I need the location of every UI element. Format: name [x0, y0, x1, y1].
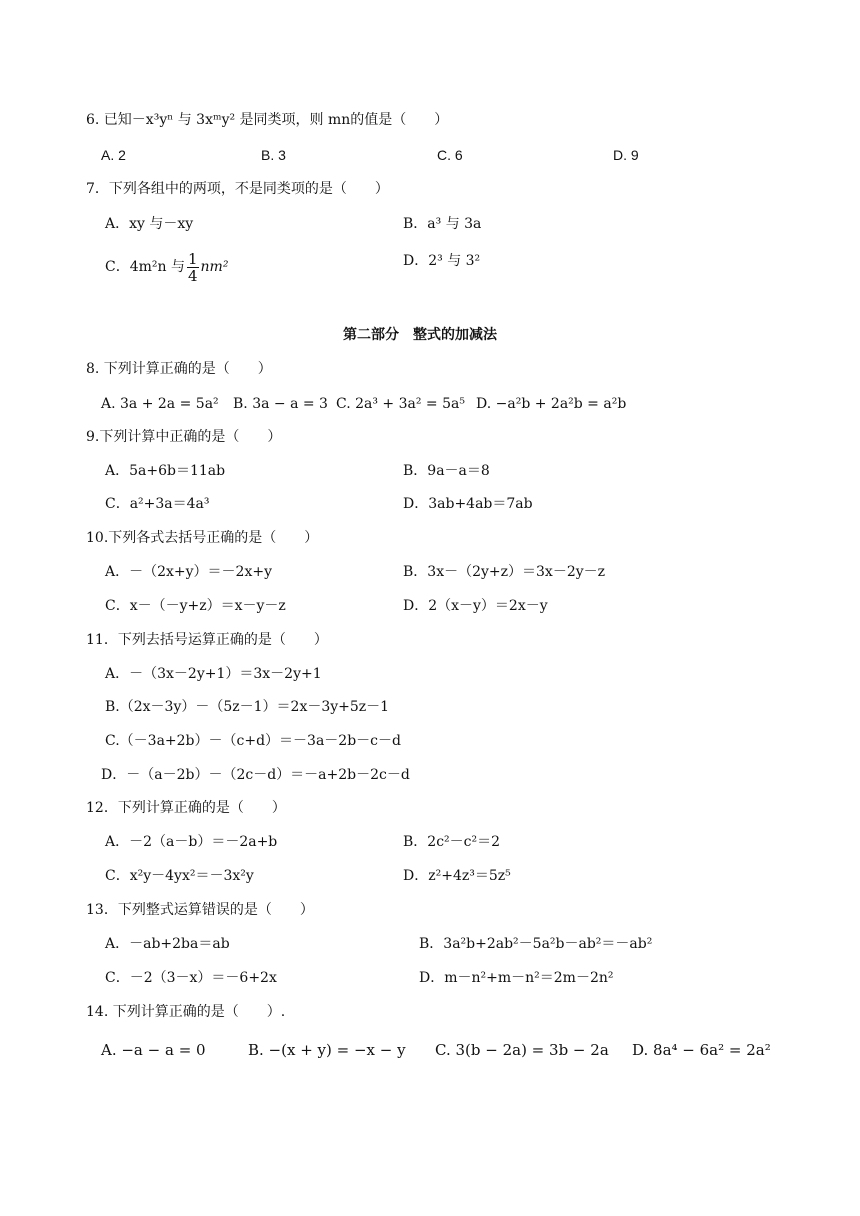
- question-13-stem: 13．下列整式运算错误的是（ ）: [86, 902, 314, 918]
- question-10-option-a: A．－（2x+y）＝－2x+y: [105, 564, 272, 580]
- fraction-denominator: 4: [187, 266, 198, 285]
- question-8-option-d: D. −a²b + 2a²b = a²b: [476, 396, 627, 412]
- question-9-option-d: D．3ab+4ab＝7ab: [403, 496, 533, 512]
- fraction-one-quarter: [187, 251, 199, 284]
- question-11-option-b: B.（2x－3y）－（5z－1）＝2x－3y+5z－1: [105, 699, 390, 715]
- fraction-numerator: 1: [187, 249, 198, 268]
- question-14-option-d: D. 8a⁴ − 6a² = 2a²: [632, 1041, 771, 1059]
- question-11-option-a: A．－（3x－2y+1）＝3x－2y+1: [105, 666, 322, 682]
- question-13-option-b: B．3a²b+2ab²－5a²b－ab²＝－ab²: [419, 936, 653, 952]
- section-title: 第二部分 整式的加减法: [343, 327, 497, 343]
- question-9-option-c: C．a²+3a＝4a³: [105, 496, 210, 512]
- question-10-option-d: D．2（x－y）＝2x－y: [403, 598, 548, 614]
- question-9-option-b: B．9a－a＝8: [403, 463, 490, 479]
- question-14-option-a: A. −a − a = 0: [101, 1041, 206, 1059]
- question-12-option-c: C．x²y－4yx²＝－3x²y: [105, 868, 254, 884]
- question-11-option-c: C.（－3a+2b）－（c+d）＝－3a－2b－c－d: [105, 733, 401, 749]
- question-7-option-d: D．2³ 与 3²: [403, 253, 481, 269]
- question-10-option-b: B．3x－（2y+z）＝3x－2y－z: [403, 564, 606, 580]
- question-13-option-c: C．－2（3－x）＝－6+2x: [105, 970, 277, 986]
- question-12-option-a: A．－2（a－b）＝－2a+b: [105, 834, 278, 850]
- question-7-option-c-text: C．4m²n 与: [105, 259, 185, 275]
- question-8-option-c: C. 2a³ + 3a² = 5a⁵: [336, 396, 465, 412]
- question-11-option-d: D．－（a－2b）－（2c－d）＝－a+2b－2c－d: [101, 767, 410, 783]
- question-8-option-a: A. 3a + 2a = 5a²: [101, 396, 219, 412]
- question-6-option-c: C. 6: [437, 147, 463, 163]
- question-14-option-b: B. −(x + y) = −x − y: [248, 1041, 406, 1059]
- question-12-option-b: B．2c²－c²＝2: [403, 834, 501, 850]
- question-6-option-b: B. 3: [261, 147, 286, 163]
- question-10-stem: 10.下列各式去括号正确的是（ ）: [86, 530, 319, 546]
- question-7-stem: 7．下列各组中的两项，不是同类项的是（ ）: [86, 181, 389, 197]
- question-12-option-d: D．z²+4z³＝5z⁵: [403, 868, 511, 884]
- question-9-option-a: A．5a+6b＝11ab: [105, 463, 226, 479]
- question-6-option-a: A. 2: [101, 147, 126, 163]
- question-12-stem: 12．下列计算正确的是（ ）: [86, 800, 286, 816]
- question-7-option-c-tail: nm²: [200, 259, 229, 275]
- question-14-stem: 14. 下列计算正确的是（ ）.: [86, 1004, 286, 1020]
- question-7-option-b: B．a³ 与 3a: [403, 216, 482, 232]
- question-9-stem: 9.下列计算中正确的是（ ）: [86, 429, 282, 445]
- question-6-option-d: D. 9: [613, 147, 639, 163]
- question-7-option-a: A．xy 与－xy: [105, 216, 194, 232]
- question-7-option-c: [105, 250, 228, 284]
- question-10-option-c: C．x－（－y+z）＝x－y－z: [105, 598, 286, 614]
- question-6-stem: 6. 已知－x³yⁿ 与 3xᵐy² 是同类项，则 mn的值是（ ）: [86, 112, 449, 128]
- question-13-option-d: D．m－n²+m－n²＝2m－2n²: [419, 970, 614, 986]
- question-8-stem: 8. 下列计算正确的是（ ）: [86, 361, 272, 377]
- question-13-option-a: A．－ab+2ba＝ab: [105, 936, 230, 952]
- question-8-option-b: B. 3a − a = 3: [233, 396, 328, 412]
- question-11-stem: 11．下列去括号运算正确的是（ ）: [86, 632, 328, 648]
- question-14-option-c: C. 3(b − 2a) = 3b − 2a: [435, 1041, 609, 1059]
